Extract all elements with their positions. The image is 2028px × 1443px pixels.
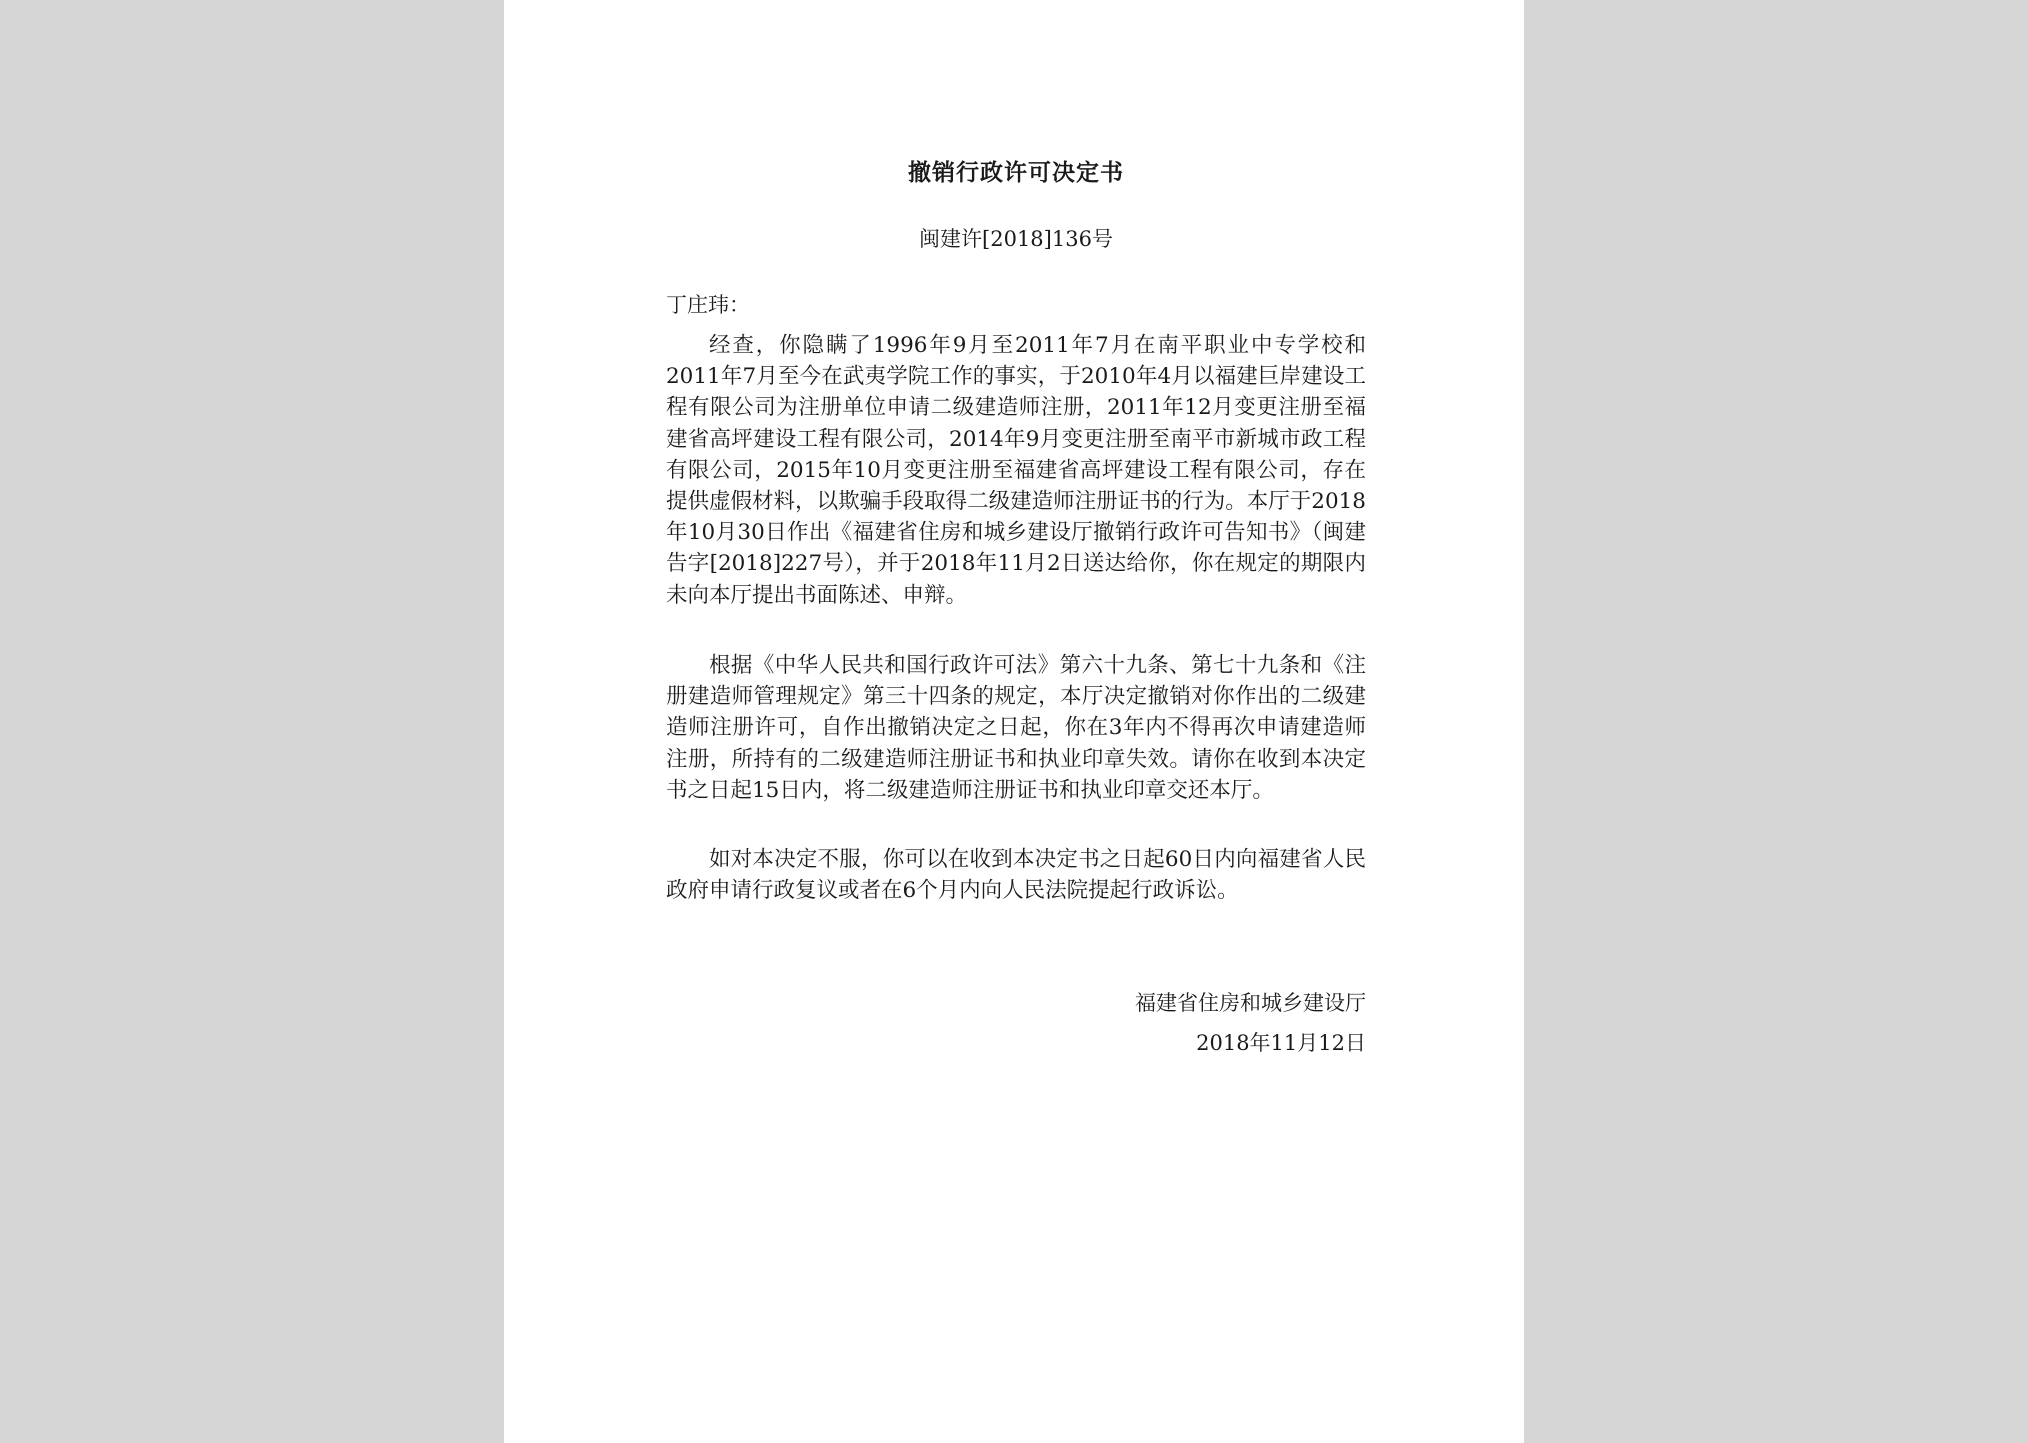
paragraph-findings: 经查，你隐瞒了1996年9月至2011年7月在南平职业中专学校和2011年7月至今在武夷学院工作的事实，于2010年4月以福建巨岸建设工程有限公司为注册单位申请二级建造师注册，2011年12月变更注册至福建省高坪建设工程有限公司，2014年9月变更注册至南平市新城市政工程有限公司，2015年10月变更注册至福建省高坪建设工程有限公司，存在提供虚假材料，以欺骗手段取得二级建造师注册证书的行为。本厅于2018年10月30日作出《福建省住房和城乡建设厅撤销行政许可告知书》（闽建告字[2018]227号），并于2018年11月2日送达给你，你在规定的期限内未向本厅提出书面陈述、申辩。 <box>666 333 1366 608</box>
addressee: 丁庄玮： <box>666 293 750 317</box>
paragraph-decision: 根据《中华人民共和国行政许可法》第六十九条、第七十九条和《注册建造师管理规定》第三十四条的规定，本厅决定撤销对你作出的二级建造师注册许可，自作出撤销决定之日起，你在3年内不得再次申请建造师注册，所持有的二级建造师注册证书和执业印章失效。请你在收到本决定书之日起15日内，将二级建造师注册证书和执业印章交还本厅。 <box>666 653 1366 803</box>
document-title: 撤销行政许可决定书 <box>908 159 1124 186</box>
paragraph-appeal: 如对本决定不服，你可以在收到本决定书之日起60日内向福建省人民政府申请行政复议或者在6个月内向人民法院提起行政诉讼。 <box>666 847 1366 904</box>
signature-organization: 福建省住房和城乡建设厅 <box>1135 991 1366 1015</box>
document-page <box>504 0 1524 1443</box>
signature-date: 2018年11月12日 <box>1196 1031 1366 1055</box>
document-number: 闽建许[2018]136号 <box>919 227 1113 251</box>
